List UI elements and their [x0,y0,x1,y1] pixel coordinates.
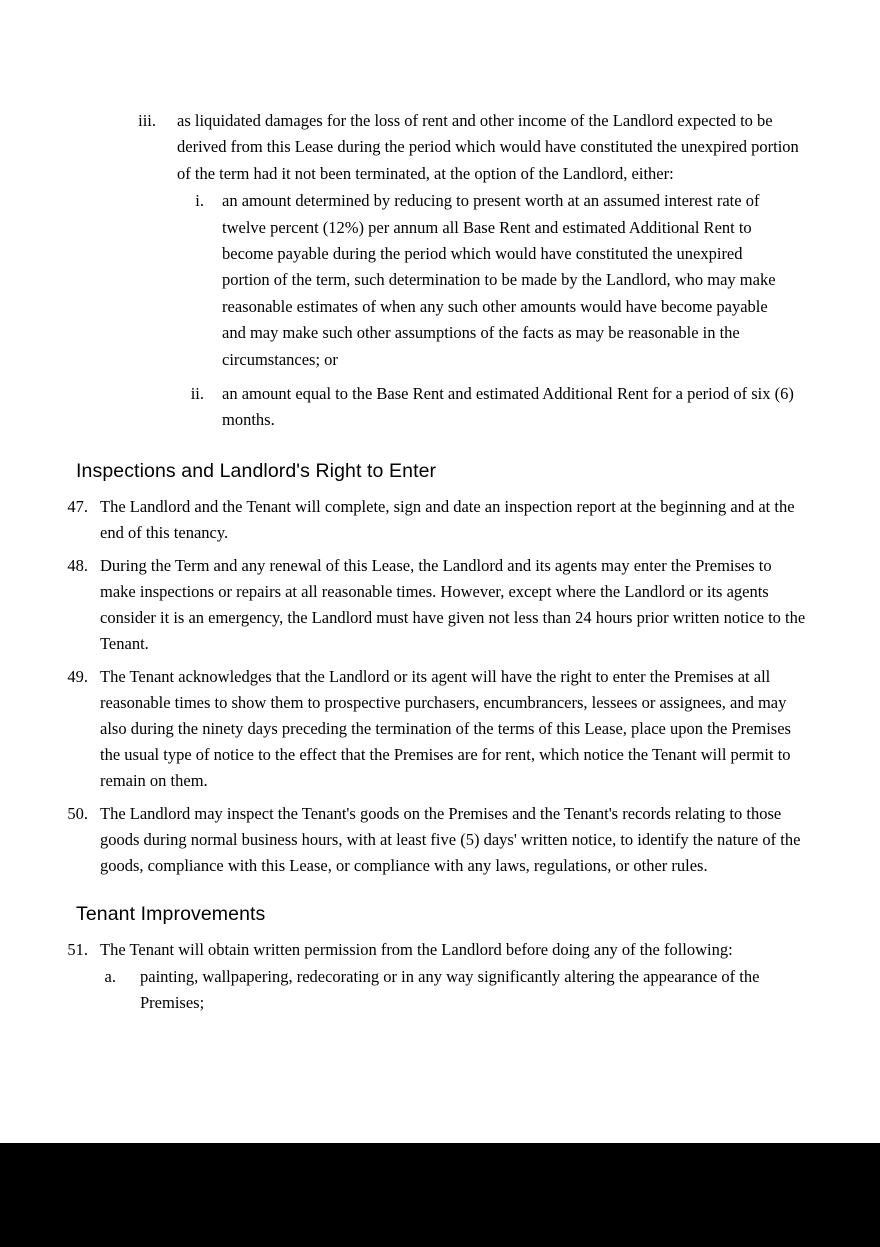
list-item-roman-i [0,188,880,373]
spacer [0,546,880,553]
spacer [0,484,880,494]
list-text-roman-iii: as liquidated damages for the loss of rent and other income of the Landlord expected to be derived from this Lease during the period which would have constituted the unexpired portion of the term had it not been terminated, at the option of the Landlord, either: [177,111,799,183]
list-marker-alpha-a: a. [104,966,116,986]
clause-48 [0,553,880,657]
clause-number-51: 51. [67,939,88,959]
list-text-roman-ii: an amount equal to the Base Rent and estimated Additional Rent for a period of six (6) months. [222,384,794,430]
list-marker-roman-i: i. [195,191,204,211]
section-heading-tenant-improvements: Tenant Improvements [76,902,266,925]
list-text-alpha-a: painting, wallpapering, redecorating or in any way significantly altering the appearance of the Premises; [140,966,760,1012]
clause-number-47: 47. [67,496,88,516]
spacer [0,927,880,937]
clause-text-48: During the Term and any renewal of this Lease, the Landlord and its agents may enter the Premises to make inspections or repairs at all reasonable times. However, except where the Landlord or its agents consider it is an emergency, the Landlord must have given not less than 24 hours prior written notice to the Tenant. [100,555,806,653]
clause-text-50: The Landlord may inspect the Tenant's goods on the Premises and the Tenant's records relating to those goods during normal business hours, with at least five (5) days' written notice, to identify the nature of the goods, compliance with this Lease, or compliance with any laws, regulations, or other rules. [100,803,801,875]
clause-51 [0,937,880,963]
clause-50 [0,801,880,879]
list-item-alpha-a [0,964,880,1016]
clause-49 [0,664,880,794]
clause-text-47: The Landlord and the Tenant will complete, sign and date an inspection report at the beginning and at the end of this tenancy. [100,496,795,542]
bottom-black-band [0,1143,880,1247]
list-item-roman-iii [0,108,880,187]
spacer [0,794,880,801]
list-marker-roman-iii: iii. [138,111,156,130]
clause-number-48: 48. [67,555,88,575]
spacer [0,434,880,458]
clause-number-49: 49. [67,666,88,686]
list-text-roman-i: an amount determined by reducing to present worth at an assumed interest rate of twelve percent (12%) per annum all Base Rent and estimated Additional Rent to become payable during the period which would have constituted the unexpired portion of the term, such determination to be made by the Landlord, who may make reasonable estimates of when any such other amounts would have become payable and may make such other assumptions of the facts as may be reasonable in the circumstances; or [222,191,776,369]
nested-roman-list [0,188,880,434]
clause-text-49: The Tenant acknowledges that the Landlord or its agent will have the right to enter the Premises at all reasonable times to show them to prospective purchasers, encumbrancers, lessees or assignees, and may also during the ninety days preceding the termination of the terms of this Lease, place upon the Premises the usual type of notice to the effect that the Premises are for rent, which notice the Tenant will permit to remain on them. [100,666,791,790]
nested-alpha-list [0,964,880,1016]
list-marker-roman-ii: ii. [190,384,204,404]
clause-number-50: 50. [67,803,88,823]
clause-47 [0,494,880,546]
clause-text-51: The Tenant will obtain written permission from the Landlord before doing any of the following: [100,939,733,959]
spacer [0,879,880,901]
list-item-roman-ii [0,381,880,434]
continued-roman-list [0,108,880,1016]
spacer [0,657,880,664]
section-heading-inspections: Inspections and Landlord's Right to Enter [76,459,437,482]
